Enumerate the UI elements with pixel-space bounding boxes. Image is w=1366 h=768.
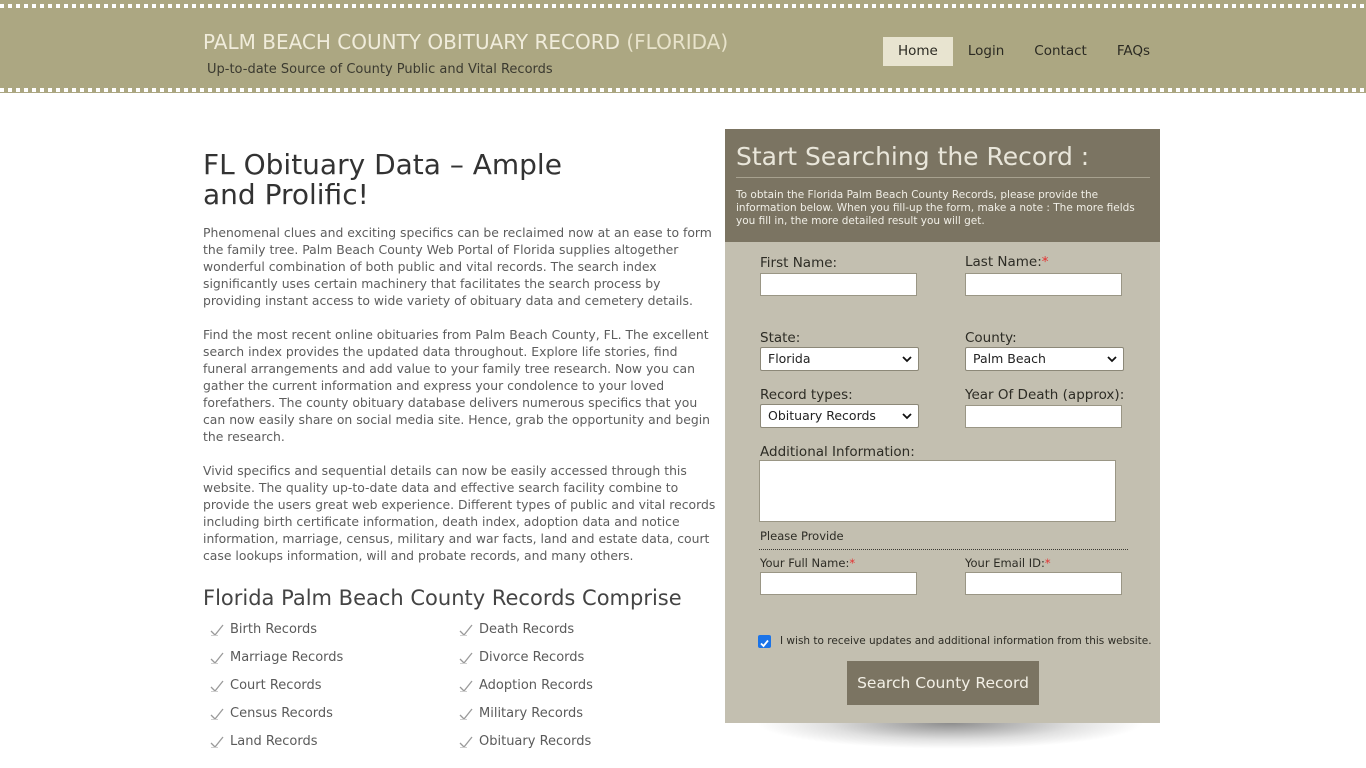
- search-panel-description: To obtain the Florida Palm Beach County Records, please provide the information below. When you fill-up the form, make a note : The more fields you fill in, the more detailed result you will get.: [736, 189, 1135, 227]
- updates-checkbox[interactable]: [758, 635, 771, 648]
- county-select[interactable]: [965, 347, 1124, 371]
- search-panel-header: [725, 129, 1160, 242]
- state-label: State:: [760, 330, 801, 346]
- search-panel-title: Start Searching the Record :: [736, 142, 1090, 171]
- record-types-select-value: Obituary Records: [768, 408, 876, 423]
- record-label: Court Records: [230, 678, 322, 693]
- search-panel: [725, 129, 1160, 723]
- nav-faqs[interactable]: FAQs: [1116, 43, 1151, 59]
- county-select-value: Palm Beach: [973, 351, 1046, 366]
- additional-info-label: Additional Information:: [760, 444, 915, 460]
- record-label: Adoption Records: [479, 678, 593, 693]
- last-name-label: Last Name:: [965, 254, 1042, 270]
- page-title: FL Obituary Data – Ample and Prolific!: [203, 148, 562, 211]
- required-mark: *: [1044, 556, 1051, 570]
- record-label: Death Records: [479, 622, 575, 637]
- checkmark-icon: [210, 707, 224, 721]
- site-subtitle: Up-to-date Source of County Public and Vital Records: [207, 62, 553, 77]
- record-label: Divorce Records: [479, 650, 585, 665]
- records-section-title: Florida Palm Beach County Records Comprise: [203, 586, 682, 610]
- records-list: [203, 620, 723, 751]
- full-name-input[interactable]: [760, 572, 917, 595]
- checkmark-icon: [210, 735, 224, 749]
- section-divider: [759, 549, 1128, 550]
- additional-info-textarea[interactable]: [759, 460, 1116, 522]
- main-nav: [883, 37, 1165, 66]
- list-item: [203, 704, 452, 723]
- email-input[interactable]: [965, 572, 1122, 595]
- search-county-record-button[interactable]: Search County Record: [847, 661, 1039, 705]
- full-name-label: Your Full Name:: [760, 556, 850, 570]
- nav-contact[interactable]: Contact: [1034, 43, 1087, 59]
- year-of-death-input[interactable]: [965, 405, 1122, 428]
- intro-paragraph-3: Vivid specifics and sequential details can now be easily accessed through this website. The quality up-to-date data and effective search facility combine to provide the users great web experience. Different types of public and vital records including birth certificate information, death index, adoption data and notice information, marriage, census, military and war facts, land and estate data, court case lookups information, will and probate records, and many others.: [203, 463, 716, 563]
- site-title[interactable]: [203, 30, 728, 54]
- list-item: [452, 704, 701, 723]
- record-label: Census Records: [230, 706, 333, 721]
- chevron-down-icon: [902, 354, 912, 364]
- checkmark-icon: [210, 679, 224, 693]
- list-item: [452, 648, 701, 667]
- record-label: Land Records: [230, 734, 318, 749]
- intro-paragraph-1: Phenomenal clues and exciting specifics can be reclaimed now at an ease to form the family tree. Palm Beach County Web Portal of Florida supplies altogether wonderful combination of both public and vital records. The search index significantly uses certain machinery that facilitates the search process by providing instant access to wide variety of obituary data and cemetery details.: [203, 225, 712, 308]
- last-name-label-wrap: [965, 254, 1049, 270]
- checkmark-icon: [210, 623, 224, 637]
- list-item: [203, 732, 452, 751]
- last-name-input[interactable]: [965, 273, 1122, 296]
- please-provide-label: Please Provide: [760, 529, 844, 543]
- checkmark-icon: [459, 651, 473, 665]
- first-name-label: First Name:: [760, 255, 838, 271]
- search-panel-divider: [736, 177, 1150, 178]
- checkmark-icon: [459, 707, 473, 721]
- email-label: Your Email ID:: [965, 556, 1045, 570]
- main-content: [203, 150, 723, 751]
- required-mark: *: [1041, 254, 1049, 270]
- chevron-down-icon: [902, 411, 912, 421]
- list-item: [203, 648, 452, 667]
- checkmark-icon: [758, 637, 771, 650]
- checkmark-icon: [210, 651, 224, 665]
- intro-paragraph-2: Find the most recent online obituaries from Palm Beach County, FL. The excellent search index provides the updated data throughout. Explore life stories, find funeral arrangements and add value to your family tree research. Now you can gather the current information and express your condolence to your loved forefathers. The county obituary database delivers numerous specifics that you can now easily share on social media site. Hence, grab the opportunity and begin the research.: [203, 327, 710, 444]
- header-dotted-border-top: [0, 4, 1366, 8]
- record-label: Birth Records: [230, 622, 318, 637]
- checkmark-icon: [459, 735, 473, 749]
- state-select[interactable]: [760, 347, 919, 371]
- required-mark: *: [849, 556, 856, 570]
- year-of-death-label: Year Of Death (approx):: [965, 387, 1125, 403]
- list-item: [452, 676, 701, 695]
- updates-checkbox-label: I wish to receive updates and additional information from this website.: [780, 635, 1152, 647]
- list-item: [452, 732, 701, 751]
- full-name-label-wrap: [760, 556, 855, 570]
- list-item: [203, 676, 452, 695]
- chevron-down-icon: [1107, 354, 1117, 364]
- record-types-select[interactable]: [760, 404, 919, 428]
- county-label: County:: [965, 330, 1017, 346]
- checkmark-icon: [459, 679, 473, 693]
- record-label: Military Records: [479, 706, 583, 721]
- nav-home[interactable]: Home: [883, 37, 953, 66]
- panel-shadow: [755, 723, 1145, 749]
- record-types-label: Record types:: [760, 387, 853, 403]
- checkmark-icon: [459, 623, 473, 637]
- site-title-accent[interactable]: (FLORIDA): [626, 30, 729, 54]
- nav-login[interactable]: Login: [967, 43, 1005, 59]
- email-label-wrap: [965, 556, 1051, 570]
- record-label: Marriage Records: [230, 650, 344, 665]
- header-dotted-border-bottom: [0, 88, 1366, 92]
- site-title-main[interactable]: PALM BEACH COUNTY OBITUARY RECORD: [203, 30, 620, 54]
- list-item: [452, 620, 701, 639]
- state-select-value: Florida: [768, 351, 811, 366]
- record-label: Obituary Records: [479, 734, 592, 749]
- list-item: [203, 620, 452, 639]
- site-header: [0, 0, 1366, 93]
- first-name-input[interactable]: [760, 273, 917, 296]
